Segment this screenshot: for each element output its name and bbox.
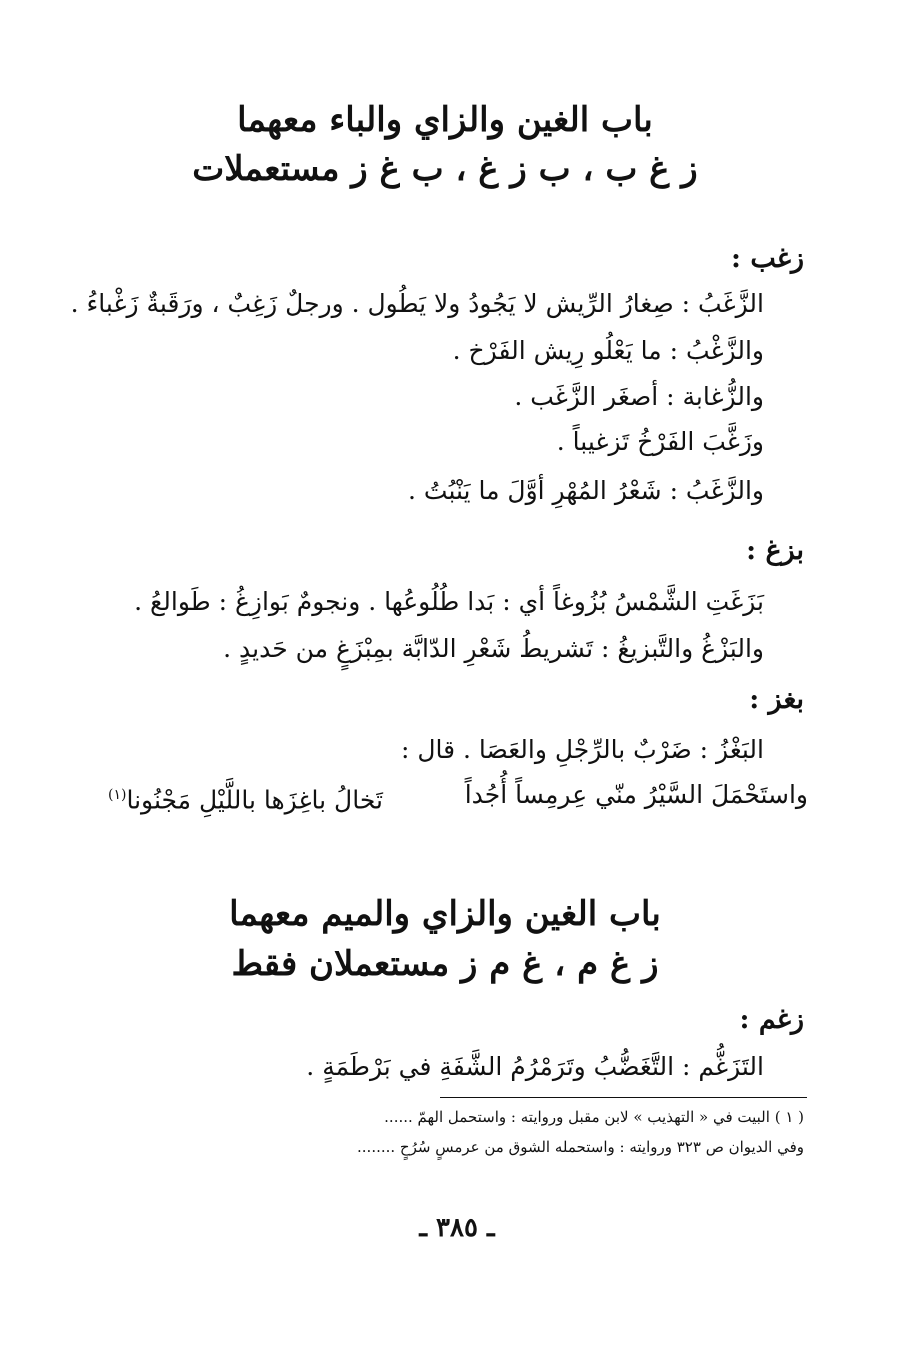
verse-hemistich-second [108, 778, 383, 817]
verse-hemistich-first: واستَحْمَلَ السَّيْرُ منّي عِرمِساً أُجُداً [464, 780, 808, 809]
entry-line: والزَّغَبُ : شَعْرُ المُهْرِ أوَّلَ ما يَنْبُتُ . [408, 476, 764, 505]
entry-line: وزَغَّبَ الفَرْخُ تَزغيباً . [556, 427, 764, 456]
verse-hemistich-text: تَخالُ باغِزَها باللَّيْلِ مَجْنُونا [126, 785, 383, 815]
entry-line: والزُّغابة : أصغَر الزَّغَب . [514, 382, 764, 411]
chapter-subtitle: ز غ م ، غ م ز مستعملان فقط [231, 944, 659, 984]
entry-line: والزَّغْبُ : ما يَعْلُو رِيش الفَرْخ . [452, 336, 764, 365]
entry-line: البَغْزُ : ضَرْبٌ بالرِّجْلِ والعَصَا . قال : [400, 735, 764, 764]
footnote-divider [440, 1097, 807, 1098]
chapter-title: باب الغين والزاي والميم معهما [229, 894, 661, 934]
entry-head-bazagh: بزغ : [746, 535, 804, 566]
entry-line: التَزَغُّم : التَّغَضُّبُ وتَرَمْرُمُ الشَّفَةِ في بَرْطَمَةٍ . [306, 1052, 764, 1081]
footnote-reference: (١) [108, 787, 127, 803]
chapter-subtitle: ز غ ب ، ب ز غ ، ب غ ز مستعملات [192, 149, 698, 189]
entry-head-zaghab: زغب : [730, 243, 804, 274]
poetry-verse [108, 778, 808, 817]
entry-line: الزَّغَبُ : صِغارُ الرِّيش لا يَجُودُ ولا يَطُول . ورجلٌ زَغِبٌ ، ورَقَبةٌ زَغْباءُ . [70, 289, 764, 318]
entry-head-baghz: بغز : [749, 684, 804, 715]
page-number: ـ ٣٨٥ ـ [419, 1213, 495, 1243]
chapter-title: باب الغين والزاي والباء معهما [237, 100, 653, 140]
footnote: ( ١ ) البيت في « التهذيب » لابن مقبل وروايته : واستحمل الهمّ ...... [384, 1108, 804, 1126]
entry-head-zaghm: زغم : [739, 1004, 804, 1035]
entry-line: والبَزْغُ والتَّبزيغُ : تَشريطُ شَعْرِ الدّابَّة بمِبْزَغٍ من حَديدٍ . [223, 634, 764, 663]
footnote: وفي الديوان ص ٣٢٣ وروايته : واستحمله الشوق من عرمسٍ سُرُحٍ ........ [357, 1138, 804, 1156]
entry-line: بَزَغَتِ الشَّمْسُ بُزُوغاً أي : بَدا طُلُوعُها . ونجومٌ بَوازِغُ : طَوالعُ . [134, 587, 764, 616]
